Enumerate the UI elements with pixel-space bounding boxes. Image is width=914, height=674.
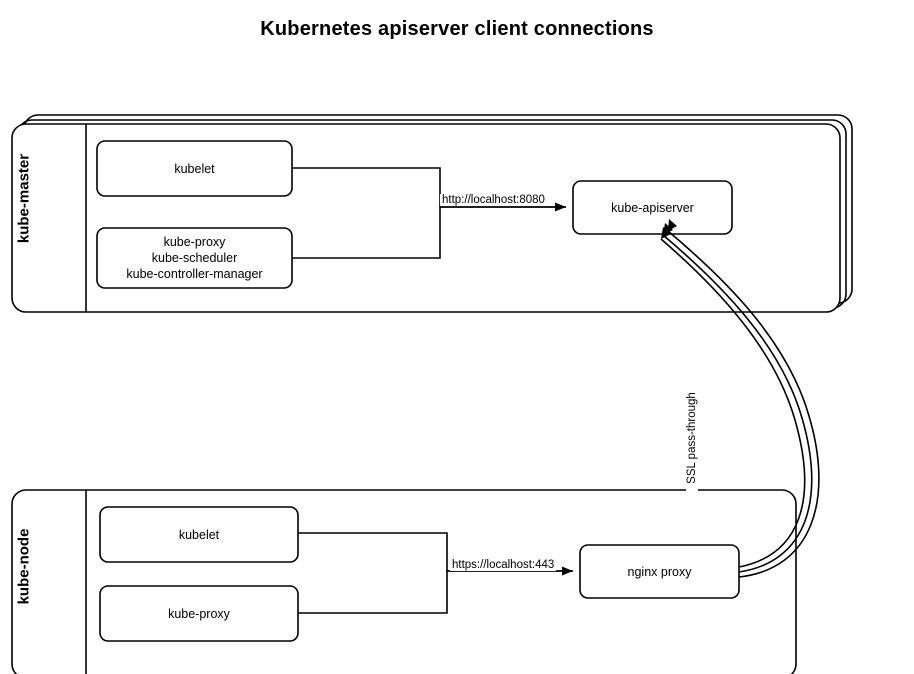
node-master-components-line-2: kube-scheduler [151, 251, 238, 265]
node-master-components-line-3: kube-controller-manager [126, 267, 263, 281]
group-label-kube-master: kube-master [15, 153, 33, 244]
node-nginx-proxy[interactable]: nginx proxy [627, 564, 692, 579]
node-master-components-line-1: kube-proxy [163, 235, 226, 249]
edge-label-http-localhost: http://localhost:8080 [442, 194, 545, 206]
node-kube-apiserver[interactable]: kube-apiserver [611, 200, 694, 215]
node-node-kube-proxy[interactable]: kube-proxy [168, 606, 230, 621]
edge-label-https-localhost: https://localhost:443 [452, 559, 555, 571]
group-label-kube-node: kube-node [15, 528, 33, 605]
node-master-kubelet[interactable]: kubelet [174, 161, 215, 176]
edge-label-ssl-passthrough: SSL pass-through [686, 376, 698, 500]
page-title: Kubernetes apiserver client connections [260, 18, 654, 40]
node-node-kubelet[interactable]: kubelet [178, 527, 220, 542]
